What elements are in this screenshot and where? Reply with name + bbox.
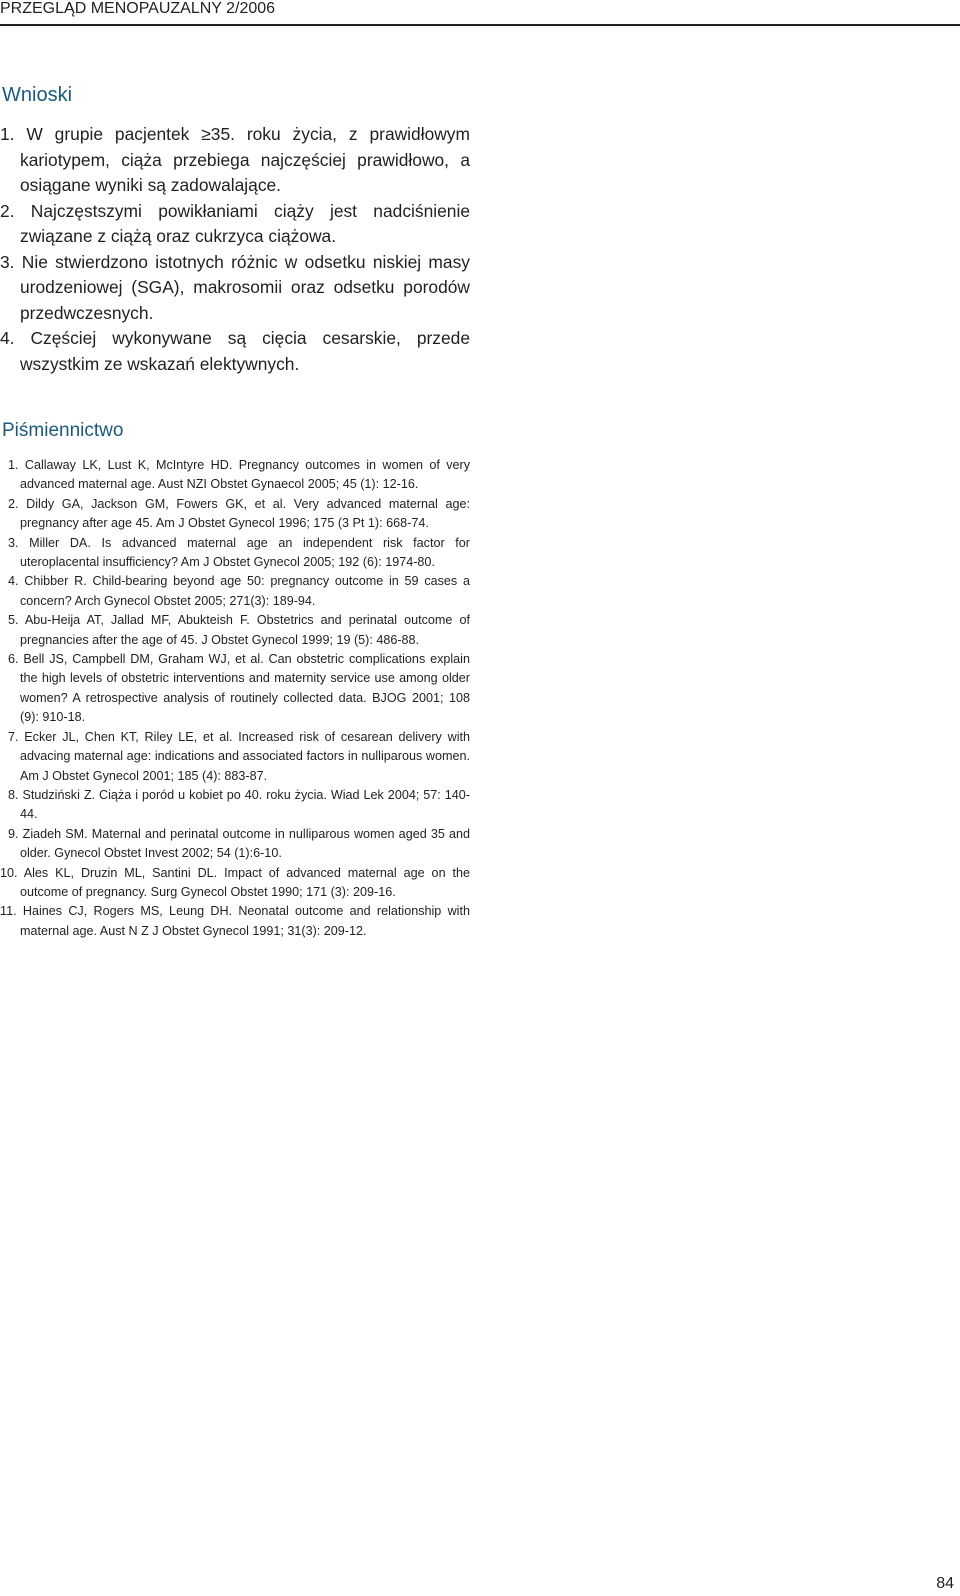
conclusion-item: 4. Częściej wykonywane są cięcia cesarskie, przede wszystkim ze wskazań elektywnych. — [0, 328, 470, 374]
conclusion-item: 2. Najczęstszymi powikłaniami ciąży jest nadciśnienie związane z ciążą oraz cukrzyca ciążowa. — [0, 200, 470, 246]
reference-item: 1. Callaway LK, Lust K, McIntyre HD. Pregnancy outcomes in women of very advanced maternal age. Aust NZI Obstet Gynaecol 2005; 45 (1): 12-16. — [8, 458, 470, 492]
reference-item: 9. Ziadeh SM. Maternal and perinatal outcome in nulliparous women aged 35 and older. Gynecol Obstet Invest 2002; 54 (1):6-10. — [8, 826, 470, 861]
reference-item: 7. Ecker JL, Chen KT, Riley LE, et al. Increased risk of cesarean delivery with advacing maternal age: indications and associated factors in nulliparous women. Am J Obstet Gynecol 2001; 185 (4): 883-87. — [8, 729, 470, 783]
header-rule — [0, 24, 960, 26]
reference-item: 10. Ales KL, Druzin ML, Santini DL. Impact of advanced maternal age on the outcome of pregnancy. Surg Gynecol Obstet 1990; 171 (3): 209-16. — [0, 865, 470, 899]
conclusions-title: Wnioski — [2, 84, 73, 106]
conclusion-item: 1. W grupie pacjentek ≥35. roku życia, z prawidłowym kariotypem, ciąża przebiega najczęściej prawidłowo, a osiągane wyniki są zadowalające. — [0, 124, 470, 195]
reference-item: 4. Chibber R. Child-bearing beyond age 50: pregnancy outcome in 59 cases a concern? Arch Gynecol Obstet 2005; 271(3): 189-94. — [8, 574, 470, 608]
conclusion-item: 3. Nie stwierdzono istotnych różnic w odsetku niskiej masy urodzeniowej (SGA), makrosomii oraz odsetku porodów przedwczesnych. — [0, 251, 470, 323]
reference-item: 2. Dildy GA, Jackson GM, Fowers GK, et al. Very advanced maternal age: pregnancy after age 45. Am J Obstet Gynecol 1996; 175 (3 Pt 1): 668-74. — [8, 496, 470, 531]
references-title: Piśmiennictwo — [2, 420, 124, 441]
reference-item: 5. Abu-Heija AT, Jallad MF, Abukteish F. Obstetrics and perinatal outcome of pregnancies after the age of 45. J Obstet Gynecol 1999; 19 (5): 486-88. — [8, 613, 470, 647]
running-head: PRZEGLĄD MENOPAUZALNY 2/2006 — [0, 0, 276, 17]
reference-item: 6. Bell JS, Campbell DM, Graham WJ, et al. Can obstetric complications explain the high levels of obstetric interventions and maternity service use among older women? A retrospective analysis of routinely collected data. BJOG 2001; 108 (9): 910-18. — [8, 652, 470, 725]
reference-item: 11. Haines CJ, Rogers MS, Leung DH. Neonatal outcome and relationship with maternal age. Aust N Z J Obstet Gynecol 1991; 31(3): 209-12. — [0, 904, 470, 938]
reference-item: 3. Miller DA. Is advanced maternal age an independent risk factor for uteroplacental insufficiency? Am J Obstet Gynecol 2005; 192 (6): 1974-80. — [8, 535, 470, 570]
references-list — [0, 456, 470, 941]
reference-item: 8. Studziński Z. Ciąża i poród u kobiet po 40. roku życia. Wiad Lek 2004; 57: 140-44. — [8, 787, 470, 822]
conclusions-list — [0, 122, 470, 377]
page-number: 84 — [936, 1575, 954, 1592]
